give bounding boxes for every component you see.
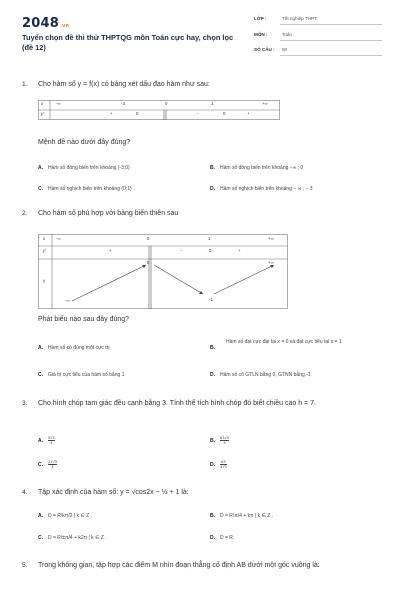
option-c[interactable] bbox=[38, 535, 107, 542]
option-text: D = R. bbox=[220, 535, 235, 541]
option-text: Hàm số có GTLN bằng 0, GTNN bằng -1 bbox=[220, 372, 311, 378]
table-cell: 1 bbox=[211, 101, 214, 106]
option-c[interactable] bbox=[38, 372, 124, 379]
table-cell: +∞ bbox=[268, 236, 274, 241]
question-text: Trong không gian, tập hợp các điểm M nhìn đoạn thẳng cố định AB dưới một góc vuông là: bbox=[38, 562, 320, 569]
meta-row-class bbox=[254, 15, 382, 25]
table-cell: x bbox=[41, 101, 44, 106]
table-cell: 0 bbox=[165, 101, 168, 106]
option-letter: A. bbox=[38, 165, 43, 171]
table-cell: − bbox=[196, 111, 199, 116]
fraction bbox=[220, 460, 227, 469]
meta-key: MÔN : bbox=[254, 32, 268, 37]
arrow-up bbox=[72, 265, 146, 301]
fraction bbox=[48, 460, 57, 469]
arrow-down bbox=[154, 265, 203, 294]
option-b[interactable] bbox=[210, 165, 303, 172]
table-cell: + bbox=[238, 248, 241, 253]
question-text: Cho hàm số y = f(x) có bảng xét dấu đạo hàm như sau: bbox=[38, 81, 210, 88]
meta-underline bbox=[280, 24, 382, 25]
option-letter: A. bbox=[38, 513, 43, 519]
option-letter: B. bbox=[210, 345, 215, 351]
table-cell: y' bbox=[41, 111, 45, 116]
table-cell: 0 bbox=[147, 236, 150, 241]
question-text: Tập xác định của hàm số: y = √cos2x − ⅓ + 1 là: bbox=[38, 489, 189, 496]
option-text: Hàm số đạt cực đại tại x = 0 và đạt cực tiểu tại x = 1 bbox=[226, 339, 342, 345]
fraction-denominator: 4 bbox=[50, 440, 53, 445]
option-a[interactable] bbox=[38, 513, 92, 520]
question-number: 1. bbox=[22, 81, 28, 88]
fraction-numerator: 63 bbox=[221, 459, 226, 464]
question-text: Cho hàm số phù hợp với bảng biến thiên sau bbox=[38, 210, 179, 217]
option-d[interactable] bbox=[210, 372, 311, 379]
option-letter: A. bbox=[38, 345, 43, 351]
option-letter: C. bbox=[38, 372, 43, 378]
fraction-numerator: 9√3 bbox=[48, 435, 55, 440]
option-letter: A. bbox=[38, 437, 43, 444]
meta-value: Tốt nghiệp THPT bbox=[282, 16, 317, 21]
table-cell: y' bbox=[43, 248, 47, 253]
meta-row-subject bbox=[254, 31, 382, 41]
question-text: Cho hình chóp tam giác đều cạnh bằng 3. Tính thể tích hình chóp đó biết chiều cao h = 7. bbox=[38, 400, 316, 407]
option-text: D = R\π/4 + kπ | k ∈ Z . bbox=[220, 513, 274, 519]
option-text: Giá trị cực tiểu của hàm số bằng 1 bbox=[48, 372, 125, 378]
meta-underline bbox=[280, 40, 382, 41]
table-cell: 0 bbox=[223, 111, 226, 116]
option-letter: C. bbox=[38, 186, 43, 192]
fraction bbox=[48, 436, 55, 445]
table-cell: 1 bbox=[208, 236, 211, 241]
table-cell: x bbox=[43, 236, 46, 241]
option-a[interactable] bbox=[38, 165, 130, 172]
option-letter: D. bbox=[210, 535, 215, 541]
meta-key: SỐ CÂU : bbox=[254, 47, 275, 52]
fraction-denominator: 4√3 bbox=[220, 464, 227, 469]
question-number: 4. bbox=[22, 489, 28, 496]
table-cell: -3 bbox=[121, 101, 125, 106]
question-4 bbox=[22, 489, 382, 549]
table-cell: − bbox=[180, 248, 183, 253]
question-3 bbox=[22, 400, 382, 475]
option-text: D = R\±π/4 + k2π | k ∈ Z . bbox=[48, 535, 107, 541]
table-cell: y bbox=[43, 278, 46, 283]
option-c[interactable] bbox=[38, 460, 57, 469]
table-cell: -∞ bbox=[56, 101, 61, 106]
option-c[interactable] bbox=[38, 186, 132, 193]
variation-table bbox=[38, 234, 288, 309]
site-logo[interactable] bbox=[22, 16, 69, 31]
option-text: Hàm số nghịch biến trên khoảng (0;1) bbox=[48, 186, 132, 192]
option-a[interactable] bbox=[38, 436, 55, 445]
option-letter: D. bbox=[210, 186, 215, 192]
question-2 bbox=[22, 210, 382, 395]
option-d[interactable] bbox=[210, 460, 227, 469]
question-prompt: Mệnh đề nào dưới đây đúng? bbox=[38, 139, 131, 146]
table-border bbox=[39, 235, 288, 309]
question-prompt: Phát biểu nào sau đây đúng? bbox=[38, 316, 130, 323]
option-letter: B. bbox=[210, 513, 215, 519]
table-cell: -∞ bbox=[56, 236, 61, 241]
meta-key: LỚP : bbox=[254, 16, 267, 21]
question-5 bbox=[22, 562, 382, 592]
meta-row-count bbox=[254, 46, 382, 56]
option-text: Hàm số nghịch biến trên khoảng − ∞ ; − 3 bbox=[220, 186, 313, 192]
option-text: Hàm số đồng biến trên khoảng −∞ ; 0 bbox=[220, 165, 304, 171]
option-d[interactable] bbox=[210, 535, 234, 542]
fraction-denominator: 4 bbox=[223, 440, 226, 445]
table-cell: -∞ bbox=[65, 298, 70, 303]
option-letter: B. bbox=[210, 165, 215, 171]
meta-value: Toán bbox=[282, 32, 292, 37]
logo-text: 2048 bbox=[22, 16, 59, 31]
option-text: Hàm số có đúng một cực trị bbox=[48, 345, 110, 351]
table-cell: +∞ bbox=[268, 260, 274, 265]
option-letter: D. bbox=[210, 461, 215, 468]
fraction bbox=[220, 436, 229, 445]
option-b[interactable] bbox=[210, 436, 229, 445]
logo-suffix: .vn bbox=[59, 23, 70, 29]
table-cell: 0 bbox=[136, 111, 139, 116]
meta-underline bbox=[280, 55, 382, 56]
question-number: 2. bbox=[22, 210, 28, 217]
table-cell: 0 bbox=[209, 248, 212, 253]
arrow-up bbox=[214, 265, 274, 294]
option-letter: C. bbox=[38, 461, 43, 468]
question-number: 3. bbox=[22, 400, 28, 407]
document-title: Tuyển chọn đề thi thử THPTQG môn Toán cực hay, chọn lọc (đề 12) bbox=[22, 33, 234, 52]
table-cell: -1 bbox=[209, 297, 213, 302]
option-d[interactable] bbox=[210, 186, 313, 193]
option-letter: B. bbox=[210, 437, 215, 444]
question-number: 5. bbox=[22, 562, 28, 569]
table-cell: +∞ bbox=[262, 101, 268, 106]
option-letter: D. bbox=[210, 372, 215, 378]
option-b[interactable] bbox=[210, 337, 370, 351]
option-b[interactable] bbox=[210, 513, 273, 520]
meta-value: 50 bbox=[282, 47, 288, 52]
question-1 bbox=[22, 81, 382, 201]
option-text: D = R\kπ/2 | k ∈ Z . bbox=[48, 513, 92, 519]
fraction-numerator: 21√3 bbox=[48, 459, 57, 464]
table-cell: + bbox=[247, 111, 250, 116]
sign-table bbox=[38, 100, 280, 120]
option-text: Hàm số đồng biến trên khoảng (-3;0) bbox=[48, 165, 130, 171]
table-cell: + bbox=[110, 111, 113, 116]
option-letter: C. bbox=[38, 535, 43, 541]
fraction-denominator: 4 bbox=[51, 464, 54, 469]
fraction-numerator: 63√3 bbox=[220, 435, 229, 440]
page-header bbox=[0, 0, 400, 64]
table-cell: 0 bbox=[147, 260, 150, 265]
option-a[interactable] bbox=[38, 345, 109, 352]
table-cell: + bbox=[109, 248, 112, 253]
